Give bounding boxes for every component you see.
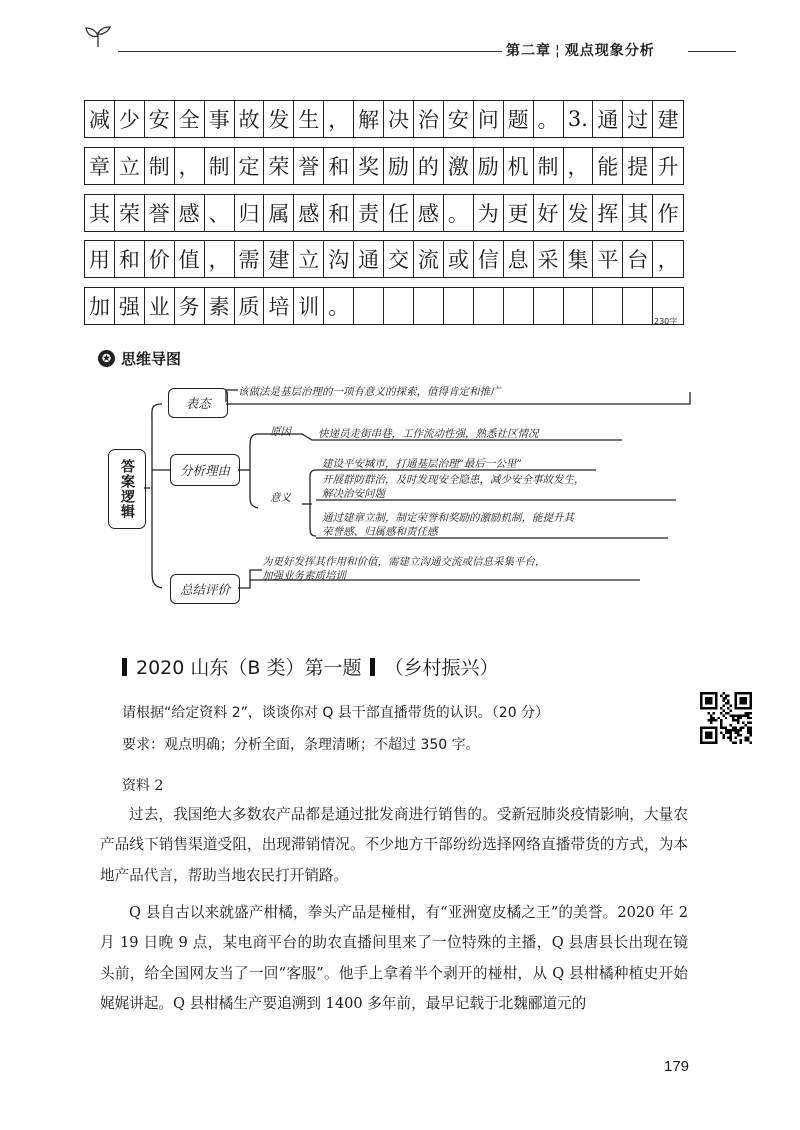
grid-cell: 挥: [593, 195, 623, 231]
grid-cell: 和: [115, 241, 145, 277]
question-prompt: 请根据“给定资料 2”，谈谈你对 Q 县干部直播带货的认识。（20 分）: [122, 705, 550, 721]
question-requirement: 要求：观点明确；分析全面，条理清晰；不超过 350 字。: [122, 737, 480, 753]
grid-cell: 制: [534, 148, 564, 184]
grid-cell: 信: [474, 241, 504, 277]
grid-cell: 平: [593, 241, 623, 277]
grid-cell: 感: [414, 195, 444, 231]
grid-cell: 决: [384, 101, 414, 137]
branch-reasons-box: 分析理由: [170, 454, 240, 486]
grid-cell: 、: [205, 195, 235, 231]
grid-cell: 发: [264, 101, 294, 137]
grid-cell: 采: [534, 241, 564, 277]
question-title: [122, 653, 498, 680]
grid-cell: 用: [85, 241, 115, 277]
grid-cell: 升: [657, 155, 679, 179]
grid-cell: 制: [205, 148, 235, 184]
grid-cell: 发: [564, 195, 594, 231]
grid-cell: 治: [414, 101, 444, 137]
grid-cell: 务: [175, 288, 205, 324]
grid-cell: 或: [444, 241, 474, 277]
grid-cell: 质: [235, 288, 265, 324]
meaning-item-2a: 开展群防群治，及时发现安全隐患，减少安全事故发生，: [322, 474, 585, 486]
meaning-item-1: 建设平安城市，打通基层治理“最后一公里”: [322, 458, 522, 470]
grid-cell: ，: [564, 148, 594, 184]
grid-cell: 和: [324, 195, 354, 231]
grid-cell: 誉: [145, 195, 175, 231]
reason-text: 快递员走街串巷，工作流动性强，熟悉社区情况: [318, 428, 539, 440]
grid-cell: ，: [324, 101, 354, 137]
grid-cell: 事: [205, 101, 235, 137]
grid-cell: 流: [414, 241, 444, 277]
grid-cell: 定: [235, 148, 265, 184]
grid-cell: 任: [384, 195, 414, 231]
grid-cell: 和: [324, 148, 354, 184]
grid-cell: 为: [474, 195, 504, 231]
word-count: 230字: [654, 317, 678, 326]
badge-icon: ✪: [98, 350, 115, 367]
mindmap-root: 答案逻辑: [108, 449, 146, 529]
branch-stance-text: 该做法是基层治理的一项有意义的探索，值得肯定和推广: [238, 386, 501, 398]
grid-cell: 其: [623, 195, 653, 231]
grid-cell: 强: [115, 288, 145, 324]
grid-cell: 。: [534, 101, 564, 137]
grid-cell: 励: [474, 148, 504, 184]
chapter-title: 观点现象分析: [564, 43, 655, 59]
grid-cell: 息: [504, 241, 534, 277]
meaning-item-3b: 荣誉感、归属感和责任感: [322, 526, 438, 538]
grid-cell: 。: [324, 288, 354, 324]
qr-code-icon[interactable]: [700, 692, 752, 744]
branch-summary-box: 总结评价: [170, 574, 240, 604]
grid-cell: 全: [175, 101, 205, 137]
grid-cell: 价: [145, 241, 175, 277]
grid-cell: 业: [145, 288, 175, 324]
grid-cell: 需: [235, 241, 265, 277]
grid-cell: 能: [593, 148, 623, 184]
grid-cell: 提: [623, 148, 653, 184]
grid-cell: 台: [623, 241, 653, 277]
grid-cell: 荣: [115, 195, 145, 231]
grid-cell: 制: [145, 148, 175, 184]
title-bar-right: [370, 658, 375, 676]
grid-cell: 通: [593, 101, 623, 137]
grid-cell: 训: [294, 288, 324, 324]
grid-cell: 3.: [564, 101, 594, 137]
grid-cell: 激: [444, 148, 474, 184]
mindmap-title: 思维导图: [121, 350, 182, 368]
grid-cell: 誉: [294, 148, 324, 184]
grid-cell: 培: [264, 288, 294, 324]
chapter-heading: 第二章 ¦ 观点现象分析: [506, 43, 655, 59]
grid-cell: 通: [354, 241, 384, 277]
grid-cell: ，: [205, 241, 235, 277]
grid-cell: 机: [504, 148, 534, 184]
grid-cell: 加: [85, 288, 115, 324]
grid-cell: 励: [384, 148, 414, 184]
material-paragraph-2: Q 县自古以来就盛产柑橘，拳头产品是椪柑，有“亚洲宽皮橘之王”的美誉。2020 年 2 月 19 日晚 9 点，某电商平台的助农直播间里来了一位特殊的主播，Q 县唐县长出现在镜头前，给全国网友当了一回“客服”。他手上拿着半个剥开的椪柑，从 Q 县柑橘种植史开始娓娓讲起。Q 县柑橘生产要追溯到 1400 多年前，最早记载于北魏郦道元的: [100, 904, 688, 1012]
grid-cell: 安: [444, 101, 474, 137]
summary-text-1: 为更好发挥其作用和价值，需建立沟通交流或信息采集平台，: [262, 556, 546, 568]
grid-cell: 交: [384, 241, 414, 277]
page-number: 179: [664, 1058, 690, 1075]
grid-cell: 其: [85, 195, 115, 231]
grid-cell: 解: [354, 101, 384, 137]
meaning-item-3a: 通过建章立制，制定荣誉和奖励的激励机制，能提升其: [322, 512, 574, 524]
grid-cell: ，: [175, 148, 205, 184]
question-title-main: 2020 山东（B 类）第一题: [136, 657, 362, 679]
grid-cell: 立: [115, 148, 145, 184]
grid-cell: 责: [354, 195, 384, 231]
grid-cell: 感: [175, 195, 205, 231]
grid-cell: 值: [175, 241, 205, 277]
summary-text-2: 加强业务素质培训: [262, 570, 346, 582]
grid-cell: 减: [85, 101, 115, 137]
reason-label: 原因: [270, 426, 291, 438]
grid-cell: 集: [564, 241, 594, 277]
grid-cell: 的: [414, 148, 444, 184]
grid-cell: 。: [444, 195, 474, 231]
grid-cell: 少: [115, 101, 145, 137]
grid-cell: 作: [657, 202, 679, 226]
meaning-label: 意义: [270, 492, 291, 504]
material-label: 资料 2: [122, 778, 164, 794]
grid-cell: 好: [534, 195, 564, 231]
grid-cell: 荣: [264, 148, 294, 184]
grid-cell: 过: [623, 101, 653, 137]
material-paragraph-1: 过去，我国绝大多数农产品都是通过批发商进行销售的。受新冠肺炎疫情影响，大量农产品线下销售渠道受阻，出现滞销情况。不少地方干部纷纷选择网络直播带货的方式，为本地产品代言，帮助当地农民打开销路。: [100, 806, 688, 884]
title-bar-left: [122, 658, 127, 676]
grid-cell: 沟: [324, 241, 354, 277]
grid-cell: 奖: [354, 148, 384, 184]
grid-cell: 题: [504, 101, 534, 137]
grid-cell: 素: [205, 288, 235, 324]
grid-cell: 生: [294, 101, 324, 137]
grid-cell: 感: [294, 195, 324, 231]
grid-cell: 立: [294, 241, 324, 277]
chapter-number: 第二章: [506, 43, 551, 59]
grid-cell: 属: [264, 195, 294, 231]
grid-cell: 故: [235, 101, 265, 137]
grid-cell: 章: [85, 148, 115, 184]
question-title-topic: （乡村振兴）: [384, 657, 499, 679]
meaning-item-2b: 解决治安问题: [322, 488, 385, 500]
grid-cell: 归: [235, 195, 265, 231]
grid-cell: 建: [657, 108, 679, 132]
branch-stance-box: 表态: [168, 388, 228, 418]
grid-cell: 安: [145, 101, 175, 137]
grid-cell: 问: [474, 101, 504, 137]
grid-cell: 建: [264, 241, 294, 277]
grid-cell: 更: [504, 195, 534, 231]
grid-cell: ，: [657, 248, 679, 272]
